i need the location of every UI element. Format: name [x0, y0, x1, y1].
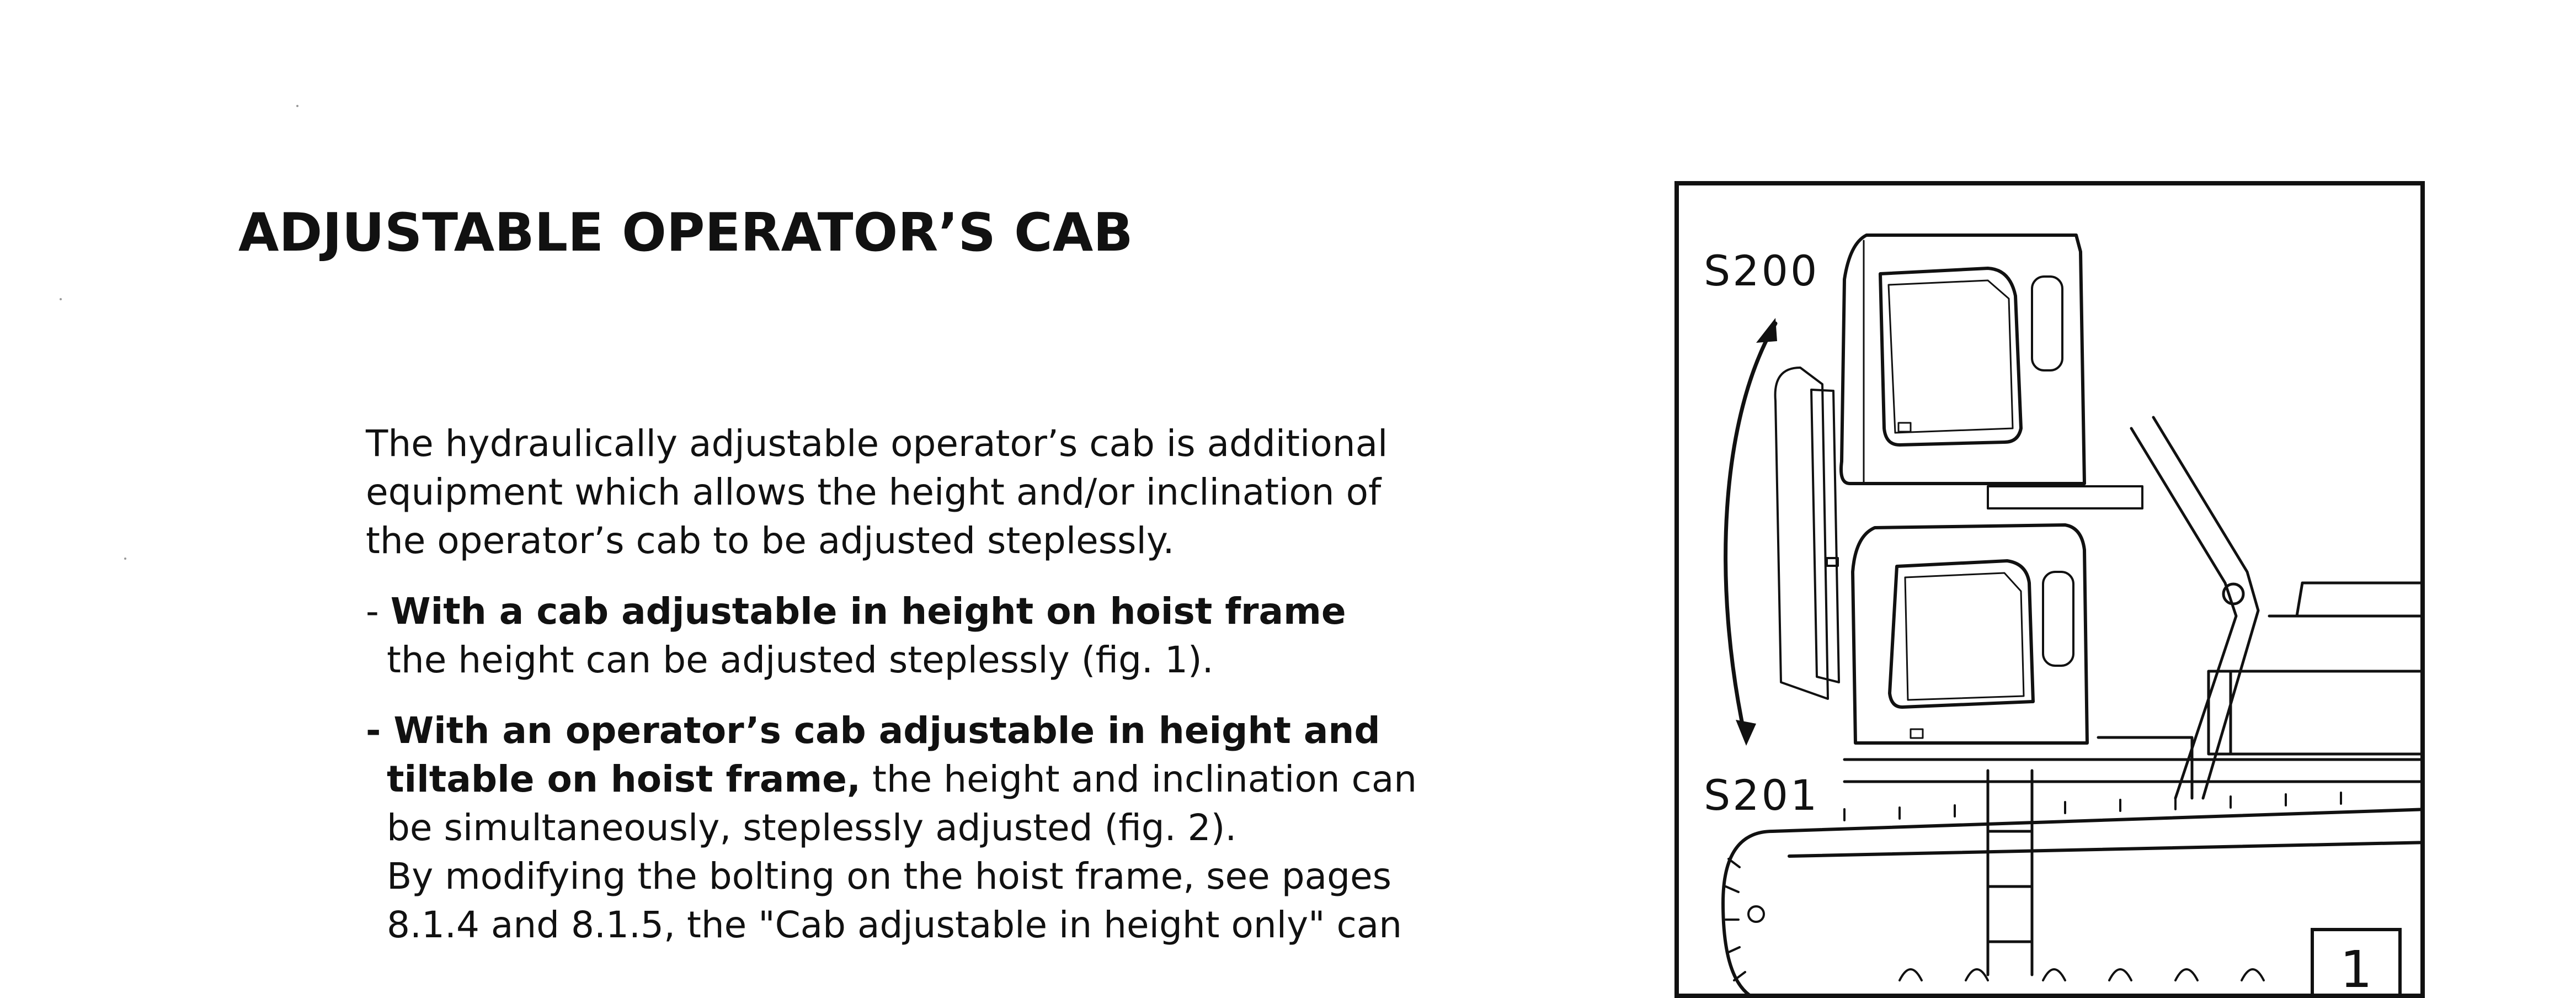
label-s200: S200: [1704, 246, 1820, 295]
label-s201: S201: [1704, 771, 1820, 820]
scan-speck: [296, 105, 298, 107]
word: in: [1107, 709, 1146, 752]
word: height: [1158, 709, 1291, 752]
ladder-icon: [1988, 771, 2032, 975]
upper-cab-icon: [1841, 235, 2084, 484]
excavator-cab-drawing: [1679, 185, 2425, 998]
list-item-line: [366, 755, 1502, 804]
list-item-line: the height can be adjusted steplessly (fig. 1).: [387, 639, 1214, 681]
list-item-height-only: [366, 587, 1502, 684]
list-item-line: [366, 587, 1502, 636]
tilted-cab-icon: [1775, 368, 1839, 699]
machine-body-icon: [1844, 583, 2425, 782]
list-item-line: 8.1.4 and 8.1.5, the "Cab adjustable in height only" can: [387, 904, 1402, 946]
hoist-frame-icon: [2098, 417, 2258, 798]
word: an: [502, 709, 553, 752]
list-item-text: the height and inclination can: [860, 758, 1417, 800]
intro-line-2: equipment which allows the height and/or inclination of: [366, 471, 1382, 513]
word: - With: [366, 709, 490, 752]
word: adjustable: [878, 709, 1095, 752]
intro-paragraph: [366, 420, 1502, 565]
figure-1-cab-illustration: [1674, 181, 2425, 998]
body-text: [366, 420, 1502, 972]
list-item-height-and-tilt: [366, 707, 1502, 949]
word: cab: [793, 709, 866, 752]
intro-line-1: The hydraulically adjustable operator’s cab is additional: [366, 422, 1388, 465]
list-item-bold: With a cab adjustable in height on hoist frame: [390, 590, 1346, 633]
list-item-line-justified: [366, 707, 1502, 755]
figure-number: 1: [2311, 928, 2402, 998]
word: operator’s: [565, 709, 781, 752]
list-item-line: be simultaneously, steplessly adjusted (fig. 2).: [387, 806, 1237, 849]
arrow-head-down-icon: [1736, 720, 1756, 746]
list-item-bold: tiltable on hoist frame,: [387, 758, 861, 800]
scan-speck: [60, 298, 62, 300]
list-item-line: By modifying the bolting on the hoist frame, see pages: [387, 855, 1391, 898]
arrow-head-up-icon: [1756, 318, 1777, 343]
intro-line-3: the operator’s cab to be adjusted steplessly.: [366, 519, 1175, 562]
lower-cab-icon: [1853, 486, 2142, 743]
adjust-arrow-icon: [1726, 323, 1775, 737]
page-title: ADJUSTABLE OPERATOR’S CAB: [238, 203, 1133, 263]
list-dash: -: [366, 590, 391, 633]
word: and: [1303, 709, 1380, 752]
scan-speck: [124, 558, 126, 560]
